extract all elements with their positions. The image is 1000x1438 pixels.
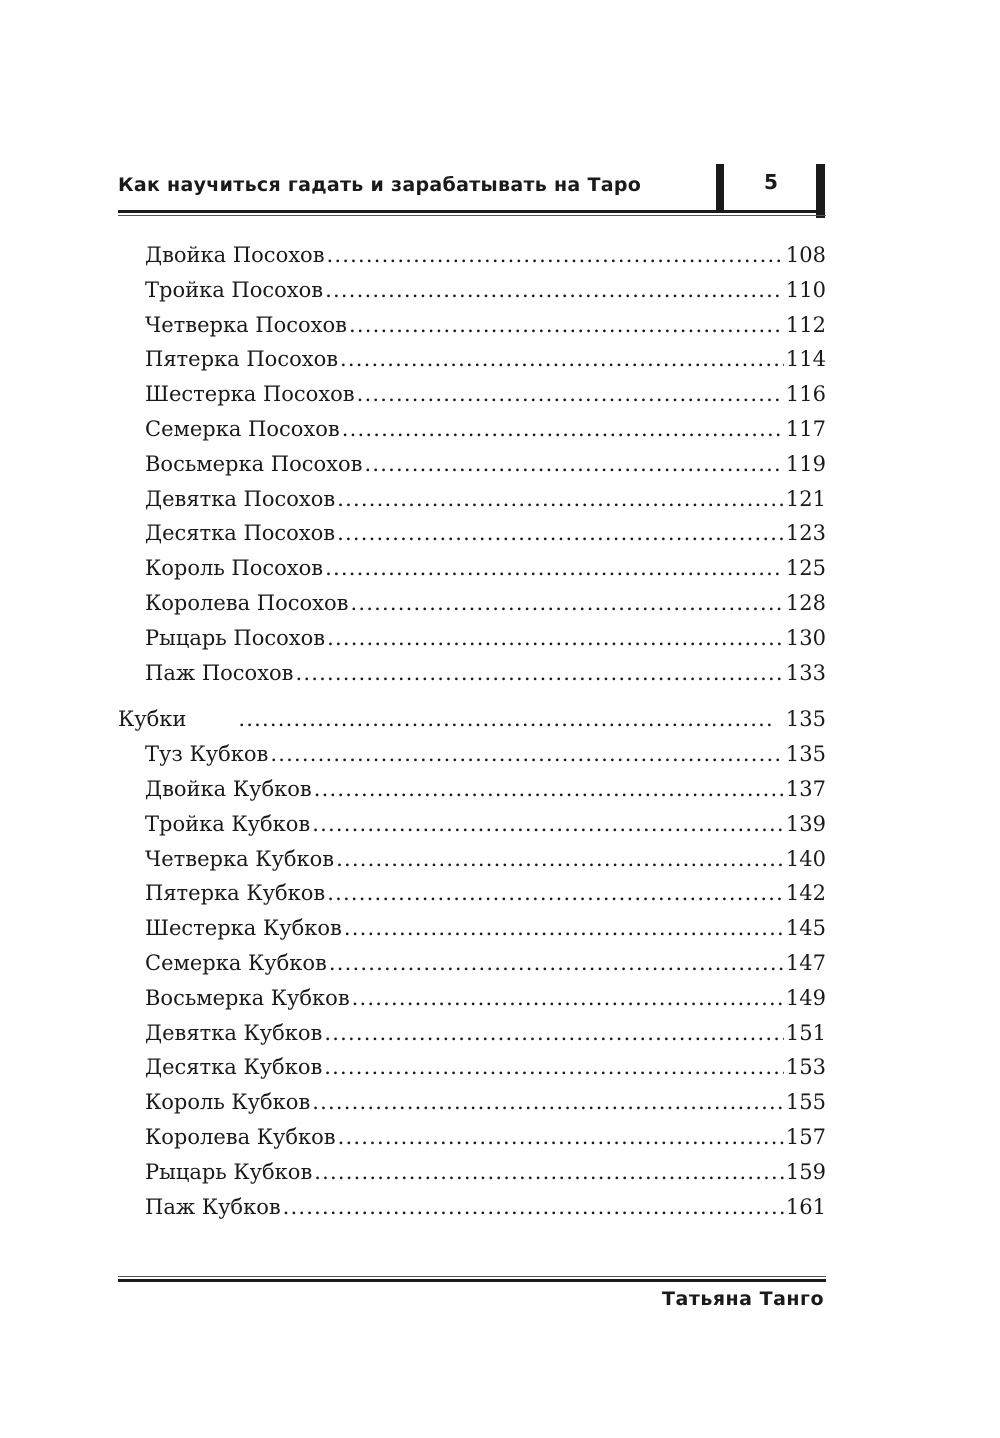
table-of-contents: [118, 238, 826, 1224]
toc-entry-title: Рыцарь Посохов: [145, 625, 326, 650]
toc-entry-page: 133: [785, 660, 826, 685]
dot-leader: [325, 273, 784, 308]
toc-entry-title: Рыцарь Кубков: [145, 1159, 313, 1184]
dot-leader: [312, 1085, 784, 1120]
toc-entry-title: Семерка Кубков: [145, 950, 327, 975]
toc-entry-title: Тройка Посохов: [145, 277, 324, 302]
header-bar-left: [716, 164, 724, 210]
dot-leader: [344, 911, 784, 946]
toc-entry-page: 155: [785, 1090, 826, 1115]
toc-section-heading: [118, 702, 826, 737]
dot-leader: [296, 656, 784, 691]
toc-entry-page: 110: [785, 277, 826, 302]
dot-leader: [325, 551, 784, 586]
page-number: 5: [764, 170, 778, 194]
dot-leader: [327, 621, 784, 656]
toc-entry-title: Паж Кубков: [145, 1194, 281, 1219]
toc-entry-page: 149: [785, 985, 826, 1010]
toc-entry: [118, 656, 826, 691]
toc-entry: [118, 412, 826, 447]
toc-entry-page: 135: [785, 742, 826, 767]
toc-entry: [118, 737, 826, 772]
dot-leader: [324, 1050, 784, 1085]
toc-entry: [118, 273, 826, 308]
running-footer: [118, 1276, 826, 1316]
dot-leader: [337, 482, 784, 517]
toc-entry-page: 119: [785, 451, 826, 476]
toc-entry-page: 125: [785, 556, 826, 581]
toc-entry: [118, 946, 826, 981]
toc-entry-page: 157: [785, 1124, 826, 1149]
toc-entry-page: 121: [785, 486, 826, 511]
toc-entry: [118, 772, 826, 807]
toc-entry-page: 108: [785, 243, 826, 267]
dot-leader: [340, 342, 784, 377]
toc-entry-title: Шестерка Посохов: [145, 382, 355, 407]
toc-entry-title: Четверка Посохов: [145, 312, 347, 337]
toc-entry-page: 145: [785, 916, 826, 941]
toc-entry: [118, 621, 826, 656]
toc-entry-title: Пятерка Посохов: [145, 347, 339, 372]
dot-leader: [342, 412, 784, 447]
footer-rule: [118, 1279, 826, 1282]
dot-leader: [312, 807, 784, 842]
toc-entry-title: Королева Кубков: [145, 1124, 336, 1149]
dot-leader: [283, 1190, 784, 1225]
header-rule-thin: [118, 215, 826, 216]
dot-leader: [329, 946, 784, 981]
toc-entry-page: 137: [785, 776, 826, 801]
dot-leader: [338, 1120, 784, 1155]
running-header: [118, 160, 826, 220]
toc-entry: [118, 981, 826, 1016]
toc-entry-title: Восьмерка Кубков: [145, 985, 350, 1010]
toc-entry: [118, 238, 826, 273]
dot-leader: [270, 737, 784, 772]
toc-entry-page: 128: [785, 590, 826, 615]
dot-leader: [314, 1155, 784, 1190]
toc-entry-title: Паж Посохов: [145, 660, 294, 685]
toc-entry-page: 161: [785, 1194, 826, 1219]
toc-entry: [118, 842, 826, 877]
dot-leader: [327, 876, 784, 911]
toc-entry-page: 142: [785, 881, 826, 906]
toc-entry-page: 117: [785, 416, 826, 441]
dot-leader: [327, 238, 784, 273]
dot-leader: [238, 702, 776, 737]
toc-entry-title: Двойка Посохов: [145, 243, 325, 267]
toc-entry-page: 153: [785, 1055, 826, 1080]
toc-entry-title: Кубки: [118, 707, 187, 732]
footer-rule-thin: [118, 1276, 826, 1277]
toc-entry: [118, 551, 826, 586]
dot-leader: [337, 516, 784, 551]
toc-entry: [118, 482, 826, 517]
dot-leader: [364, 447, 783, 482]
toc-entry-title: Тройка Кубков: [145, 811, 311, 836]
dot-leader: [336, 842, 784, 877]
header-rule: [118, 210, 820, 213]
book-title: Как научиться гадать и зарабатывать на Таро: [118, 174, 642, 196]
toc-entry-page: 151: [785, 1020, 826, 1045]
dot-leader: [324, 1016, 784, 1051]
toc-entry-title: Десятка Посохов: [145, 521, 336, 546]
toc-entry-page: 114: [785, 347, 826, 372]
toc-entry: [118, 1050, 826, 1085]
toc-entry-page: 123: [785, 521, 826, 546]
toc-entry: [118, 876, 826, 911]
author-name: Татьяна Танго: [662, 1288, 824, 1310]
toc-entry-title: Восьмерка Посохов: [145, 451, 363, 476]
dot-leader: [350, 586, 783, 621]
toc-entry: [118, 377, 826, 412]
toc-entry: [118, 308, 826, 343]
toc-entry-title: Девятка Кубков: [145, 1020, 323, 1045]
toc-entry-page: 140: [785, 846, 826, 871]
toc-entry: [118, 1120, 826, 1155]
toc-entry-title: Четверка Кубков: [145, 846, 335, 871]
toc-entry-title: Десятка Кубков: [145, 1055, 323, 1080]
toc-entry-title: Шестерка Кубков: [145, 916, 342, 941]
dot-leader: [352, 981, 784, 1016]
toc-entry-title: Двойка Кубков: [145, 776, 312, 801]
toc-entry-page: 130: [785, 625, 826, 650]
dot-leader: [314, 772, 784, 807]
toc-entry: [118, 1085, 826, 1120]
toc-entry: [118, 911, 826, 946]
toc-entry-page: 135: [785, 707, 826, 732]
dot-leader: [357, 377, 784, 412]
toc-entry-page: 112: [785, 312, 826, 337]
toc-entry-page: 116: [785, 382, 826, 407]
toc-entry: [118, 1155, 826, 1190]
toc-entry: [118, 516, 826, 551]
toc-entry: [118, 447, 826, 482]
toc-entry-title: Королева Посохов: [145, 590, 349, 615]
toc-entry: [118, 586, 826, 621]
toc-entry-title: Туз Кубков: [145, 742, 269, 767]
toc-entry-title: Король Кубков: [145, 1090, 311, 1115]
toc-entry: [118, 1190, 826, 1225]
toc-entry-title: Семерка Посохов: [145, 416, 340, 441]
toc-entry-title: Девятка Посохов: [145, 486, 336, 511]
dot-leader: [349, 308, 784, 343]
toc-entry-title: Пятерка Кубков: [145, 881, 326, 906]
toc-entry-title: Король Посохов: [145, 556, 324, 581]
toc-entry: [118, 342, 826, 377]
toc-entry: [118, 1016, 826, 1051]
toc-entry: [118, 807, 826, 842]
toc-entry-page: 159: [785, 1159, 826, 1184]
toc-entry-page: 139: [785, 811, 826, 836]
toc-entry-page: 147: [785, 950, 826, 975]
